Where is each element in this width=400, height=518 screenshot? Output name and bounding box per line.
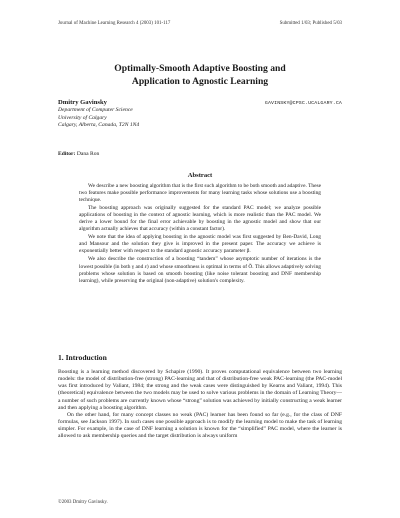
author-block	[58, 99, 342, 130]
introduction-body	[58, 369, 342, 441]
abstract-paragraph-1: We describe a new boosting algorithm that is the first such algorithm to be both smooth and adaptive. These two features make possible performance improvements for many learning tasks whose solutions use a boosting technique.	[79, 183, 321, 204]
submission-dates: Submitted 1/03; Published 5/03	[279, 21, 342, 26]
title-line-1: Optimally-Smooth Adaptive Boosting and	[114, 63, 286, 74]
author-row	[58, 99, 342, 106]
author-affiliation	[58, 107, 342, 130]
affiliation-line-address: Calgary, Alberta, Canada, T2N 1N4	[58, 122, 140, 129]
section-heading-introduction: 1. Introduction	[58, 353, 107, 362]
abstract-paragraph-2: The boosting approach was originally suggested for the standard PAC model; we analyze possible applications of boosting in the context of agnostic learning, which is more realistic than the PAC model. We derive a lower bound for the final error achievable by boosting in the agnostic model and show that our algorithm actually achieves that accuracy (within a constant factor).	[79, 205, 321, 233]
intro-paragraph-1: Boosting is a learning method discovered by Schapire (1990). It proves computational equivalence between two learning models: the model of distribution-free (strong) PAC-learning and that of distribution-free weak PAC-learning (the PAC-model was first introduced by Valiant, 1984; the strong and the weak cases were distinguished by Kearns and Valiant, 1994). This (theoretical) equivalence between the two models may be used to solve various problems in the domain of Learning Theory—a number of such problems are currently known whose “strong” solution was achieved by initially constructing a weak learner and then applying a boosting algorithm.	[58, 369, 342, 411]
abstract-heading: Abstract	[187, 172, 213, 179]
abstract-paragraph-4: We also describe the construction of a boosting “tandem” whose asymptotic number of iterations is the lowest possible (in both γ and ε) and whose smoothness is optimal in terms of Õ. This allows adaptively solving problems whose solution is based on smooth boosting (like noise tolerant boosting and DNF membership learning), while preserving the original (non-adaptive) solution's complexity.	[79, 256, 321, 284]
running-head	[58, 21, 342, 26]
editor-line	[58, 151, 99, 157]
affiliation-line-university: University of Calgary	[58, 114, 107, 121]
author-email: GAVINSKY@CPSC.UCALGARY.CA	[264, 101, 342, 106]
abstract-paragraph-3: We note that the idea of applying boosting in the agnostic model was first suggested by Ben-David, Long and Mansour and the solution they give is improved in the present paper. The accuracy we achieve is exponentially better with respect to the standard agnostic accuracy parameter β.	[79, 234, 321, 255]
editor-name: Dana Ron	[76, 151, 100, 157]
intro-paragraph-2: On the other hand, for many concept classes no weak (PAC) learner has been found so far (e.g., for the class of DNF formulas, see Jackson 1997). In such cases one possible approach is to modify the learning model to make the task of learning simpler. For example, in the case of DNF learning a solution is known for the “simplified” PAC model, where the learner is allowed to ask membership queries and the target distribution is always uniform	[58, 411, 342, 440]
paper-title	[40, 63, 360, 88]
affiliation-line-department: Department of Computer Science	[58, 107, 133, 113]
author-name: Dmitry Gavinsky	[58, 99, 107, 106]
journal-citation: Journal of Machine Learning Research 4 (2003) 101-117	[58, 21, 171, 26]
abstract-body	[79, 183, 321, 286]
title-line-2: Application to Agnostic Learning	[131, 75, 269, 87]
copyright-footer: ©2003 Dmitry Gavinsky.	[58, 500, 108, 505]
editor-label: Editor:	[58, 151, 76, 157]
